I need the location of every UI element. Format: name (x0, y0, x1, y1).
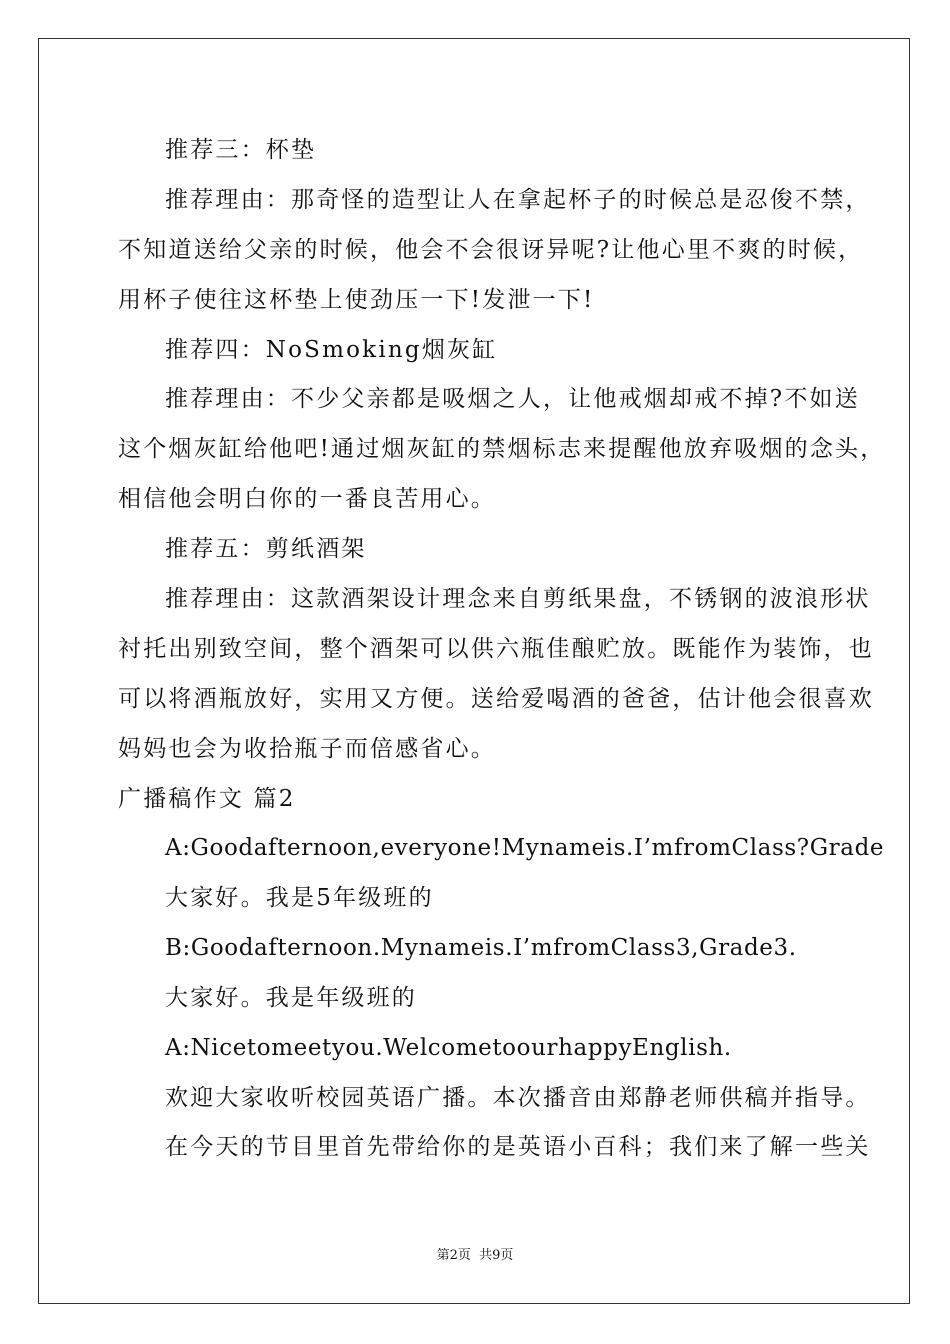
heading-recommendation-5: 推荐五：剪纸酒架 (165, 536, 367, 562)
page-number-footer: 第2页 共9页 (436, 1248, 514, 1263)
paragraph-line: 衬托出别致空间，整个酒架可以供六瓶佳酿贮放。既能作为装饰，也 (118, 636, 874, 662)
paragraph-line: 妈妈也会为收拾瓶子而倍感省心。 (118, 736, 496, 762)
heading-recommendation-4: 推荐四：NoSmoking烟灰缸 (165, 337, 498, 363)
dialogue-line: B:Goodafternoon.Mynameis.I’mfromClass3,Grade3. (165, 935, 797, 961)
paragraph-line: 不知道送给父亲的时候，他会不会很讶异呢?让他心里不爽的时候， (118, 237, 864, 263)
heading-recommendation-3: 推荐三：杯垫 (165, 137, 317, 163)
paragraph-line: 在今天的节目里首先带给你的是英语小百科；我们来了解一些关 (165, 1134, 871, 1160)
paragraph-line: 这个烟灰缸给他吧!通过烟灰缸的禁烟标志来提醒他放弃吸烟的念头， (118, 436, 886, 462)
dialogue-translation: 大家好。我是5年级班的 (165, 885, 434, 911)
page-border (38, 38, 910, 1304)
dialogue-line: A:Goodafternoon,everyone!Mynameis.I’mfromClass?Grade (165, 835, 885, 861)
paragraph-line: 推荐理由：那奇怪的造型让人在拿起杯子的时候总是忍俊不禁， (165, 187, 871, 213)
dialogue-translation: 大家好。我是年级班的 (165, 985, 417, 1011)
paragraph-line: 推荐理由：不少父亲都是吸烟之人，让他戒烟却戒不掉?不如送 (165, 386, 860, 412)
paragraph-line: 相信他会明白你的一番良苦用心。 (118, 486, 496, 512)
paragraph-line: 可以将酒瓶放好，实用又方便。送给爱喝酒的爸爸，估计他会很喜欢 (118, 686, 874, 712)
dialogue-line: A:Nicetomeetyou.WelcometoourhappyEnglish. (165, 1035, 732, 1061)
section-title: 广播稿作文 篇2 (118, 786, 296, 812)
paragraph-line: 欢迎大家收听校园英语广播。本次播音由郑静老师供稿并指导。 (165, 1085, 871, 1111)
paragraph-line: 用杯子使往这杯垫上使劲压一下!发泄一下! (118, 287, 595, 313)
paragraph-line: 推荐理由：这款酒架设计理念来自剪纸果盘，不锈钢的波浪形状 (165, 586, 871, 612)
